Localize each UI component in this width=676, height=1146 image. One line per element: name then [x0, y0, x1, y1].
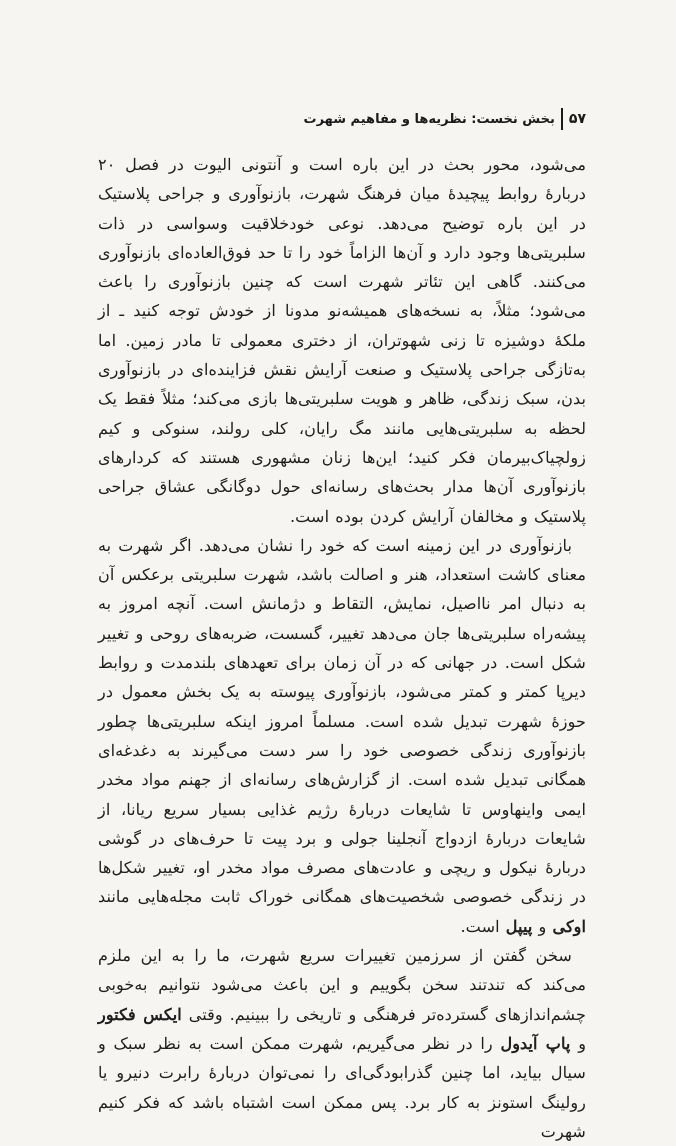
- paragraph-2-text: بازنوآوری در این زمینه است که خود را نشان می‌دهد. اگر شهرت به معنای کاشت استعداد، هنر و اصالت باشد، شهرت سلبریتی برعکس آن به دنبال امر نااصیل، نمایش، التقاط و دژمانش است. آنچه امروز به پیشه‌راه سلبریتی‌ها جان می‌دهد تغییر، گسست، ضربه‌های روحی و تغییر شکل است. در جهانی که در آن زمان برای تعهدهای بلندمدت و روابط دیرپا کمتر و کمتر می‌شود، بازنوآوری پیوسته به یک بخش معمول در حوزهٔ شهرت تبدیل شده است. مسلماً امروز اینکه سلبریتی‌ها چطور بازنوآوری زندگی خصوصی خود را سر دست می‌گیرند به دغدغه‌ای همگانی تبدیل شده است. از گزارش‌های رسانه‌ای از جهنم مواد مخدر ایمی واینهاوس تا شایعات دربارهٔ رژیم غذایی بسیار سریع ریانا، از شایعات دربارهٔ ازدواج آنجلینا جولی و برد پیت تا حرف‌های در گوشی دربارهٔ نیکول و ریچی و عادت‌های مصرف مواد مخدر او، تغییر شکل‌ها در زندگی خصوصی شخصیت‌های همگانی خوراک ثابت مجله‌هایی مانند: [98, 535, 586, 907]
- conjunction: و: [538, 916, 547, 936]
- header-divider: [561, 108, 563, 130]
- paragraph-1: می‌شود، محور بحث در این باره است و آنتونی الیوت در فصل ۲۰ دربارهٔ روابط پیچیدهٔ میان فرهنگ شهرت، بازنوآوری و جراحی پلاستیک در این باره توضیح می‌دهد. نوعی خودخلاقیت وسواسی در ذات سلبریتی‌ها وجود دارد و آن‌ها الزاماً خود را تا حد فوق‌العاده‌ای بازنوآوری می‌کنند. گاهی این تئاتر شهرت است که چنین بازنوآوری را باعث می‌شود؛ مثلاً، به نسخه‌های همیشه‌نو مدونا از خودش توجه کنید ـ از ملکهٔ دوشیزه تا زنی شهوتران، از دختری معمولی تا مادر زمین. اما به‌تازگی جراحی پلاستیک و صنعت آرایش نقش فزاینده‌ای در بازنوآوری بدن، سبک زندگی، ظاهر و هویت سلبریتی‌ها بازی می‌کند؛ مثلاً فقط یک لحظه به سلبریتی‌هایی مانند مگ رایان، کلی رولند، سنوکی و کیم زولچیاک‌بیرمان فکر کنید؛ این‌ها زنان مشهوری هستند که کردارهای بازنوآوری آن‌ها مدار بحث‌های رسانه‌ای حول دوگانگی عشاق جراحی پلاستیک و مخالفان آرایش کردن بوده است.: [98, 155, 586, 526]
- body-text: [98, 150, 586, 1146]
- running-title: بخش نخست: نظریه‌ها و مفاهیم شهرت: [303, 111, 555, 127]
- show-x-factor-title: ایکس فکتور: [98, 1004, 182, 1024]
- page-number: ۵۷: [568, 111, 586, 127]
- paragraph-3: [98, 941, 586, 1146]
- show-pop-idol-title: پاپ آیدول: [500, 1033, 571, 1053]
- paragraph-2: [98, 531, 586, 941]
- paragraph-3-text-cont: را در نظر می‌گیریم، شهرت ممکن است به نظر سبک و سیال بیاید، اما چنین گذرابودگی‌ای را نمی‌توان دربارهٔ رابرت دنیرو یا رولینگ استونز به کار برد. پس ممکن است اشتباه باشد که فکر کنیم شهرت: [98, 1033, 586, 1141]
- paragraph-2-end: است.: [460, 916, 500, 936]
- magazine-people-title: پیپل: [505, 916, 533, 936]
- running-header: [90, 108, 586, 130]
- magazine-ok-title: اوکی: [552, 916, 586, 936]
- paragraph-3-text: سخن گفتن از سرزمین تغییرات سریع شهرت، ما را به این ملزم می‌کند که تندتند سخن بگوییم و این باعث می‌شود نتوانیم به‌خوبی چشم‌اندازهای گسترده‌تر فرهنگی و تاریخی را ببینیم. وقتی: [98, 946, 586, 1024]
- conjunction: و: [578, 1033, 587, 1053]
